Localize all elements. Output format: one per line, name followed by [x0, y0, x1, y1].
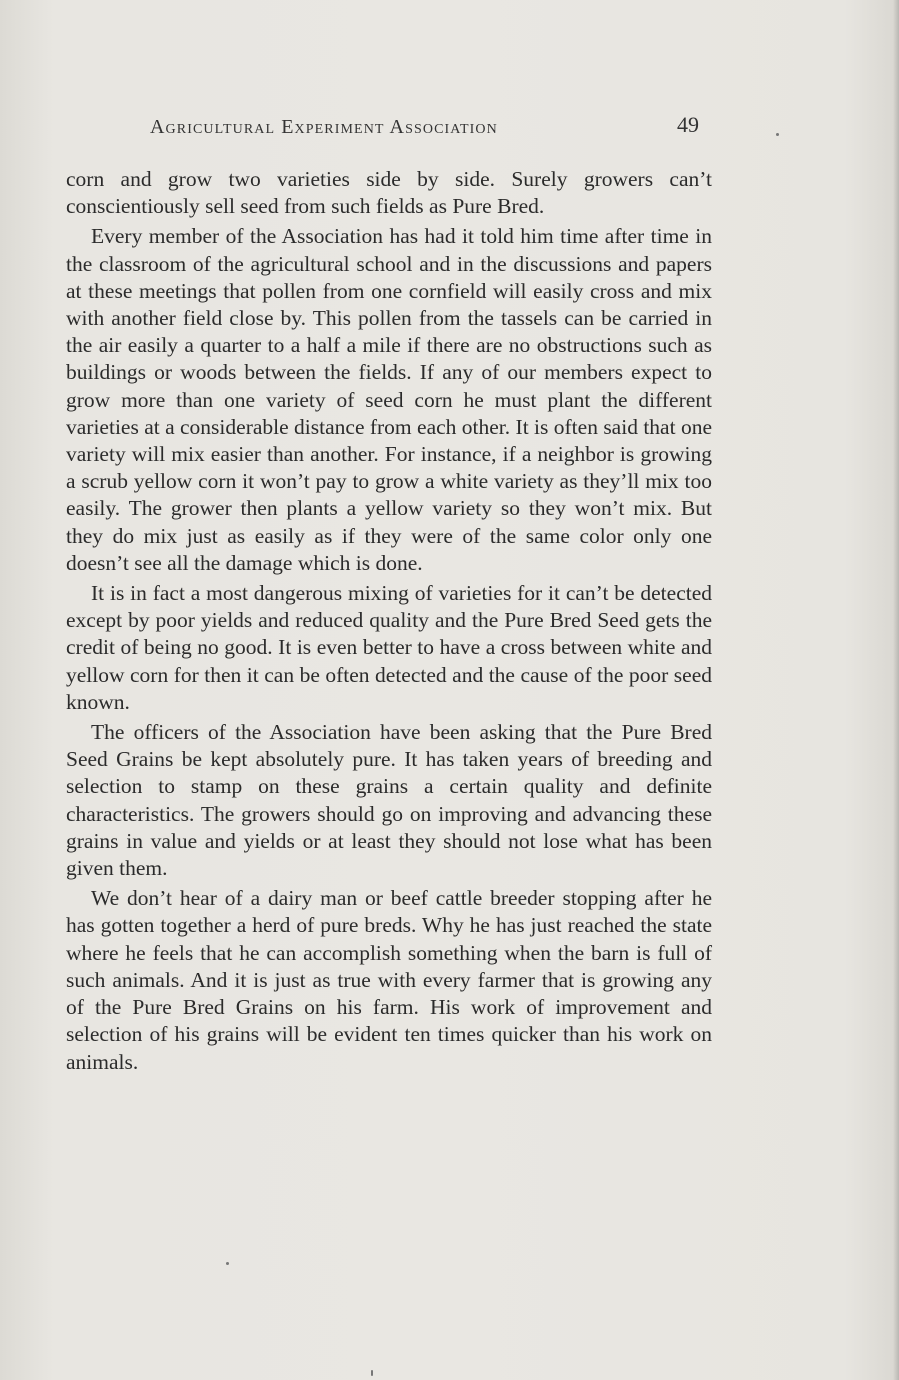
- page-number: 49: [677, 112, 699, 137]
- body-text: [66, 166, 712, 1079]
- paper-speck: [776, 133, 779, 136]
- header-title: Agricultural Experiment Association: [150, 116, 498, 138]
- page-edge-shadow: [893, 0, 899, 1380]
- paragraph-continued: corn and grow two varieties side by side. Surely growers can’t conscientiously sell seed from such fields as Pure Bred.: [66, 167, 712, 219]
- paper-speck: [226, 1262, 229, 1265]
- running-header: [150, 112, 710, 142]
- paragraph: Every member of the Association has had it told him time after time in the classroom of the agricultural school and in the discussions and papers at these meetings that pollen from one cornfield will easily cross and mix with another field close by. This pollen from the tassels can be carried in the air easily a quarter to a half a mile if there are no obstructions such as buildings or woods between the fields. If any of our members expect to grow more than one variety of seed corn he must plant the different varieties at a considerable distance from each other. It is often said that one variety will mix easier than another. For instance, if a neighbor is growing a scrub yellow corn it won’t pay to grow a white variety as they’ll mix too easily. The grower then plants a yellow variety so they won’t mix. But they do mix just as easily as if they were of the same color only one doesn’t see all the damage which is done.: [66, 224, 712, 575]
- paragraph: It is in fact a most dangerous mixing of varieties for it can’t be detected except by poor yields and reduced quality and the Pure Bred Seed gets the credit of being no good. It is even better to have a cross between white and yellow corn for then it can be often detected and the cause of the poor seed known.: [66, 581, 712, 714]
- paragraph: The officers of the Association have been asking that the Pure Bred Seed Grains be kept absolutely pure. It has taken years of breeding and selection to stamp on these grains a certain quality and definite characteristics. The growers should go on improving and advancing these grains in value and yields or at least they should not lose what has been given them.: [66, 720, 712, 881]
- paper-speck: [371, 1370, 373, 1376]
- paragraph: We don’t hear of a dairy man or beef cattle breeder stopping after he has gotten together a herd of pure breds. Why he has just reached the state where he feels that he can accomplish something when the barn is full of such animals. And it is just as true with every farmer that is growing any of the Pure Bred Grains on his farm. His work of improvement and selection of his grains will be evident ten times quicker than his work on animals.: [66, 886, 712, 1074]
